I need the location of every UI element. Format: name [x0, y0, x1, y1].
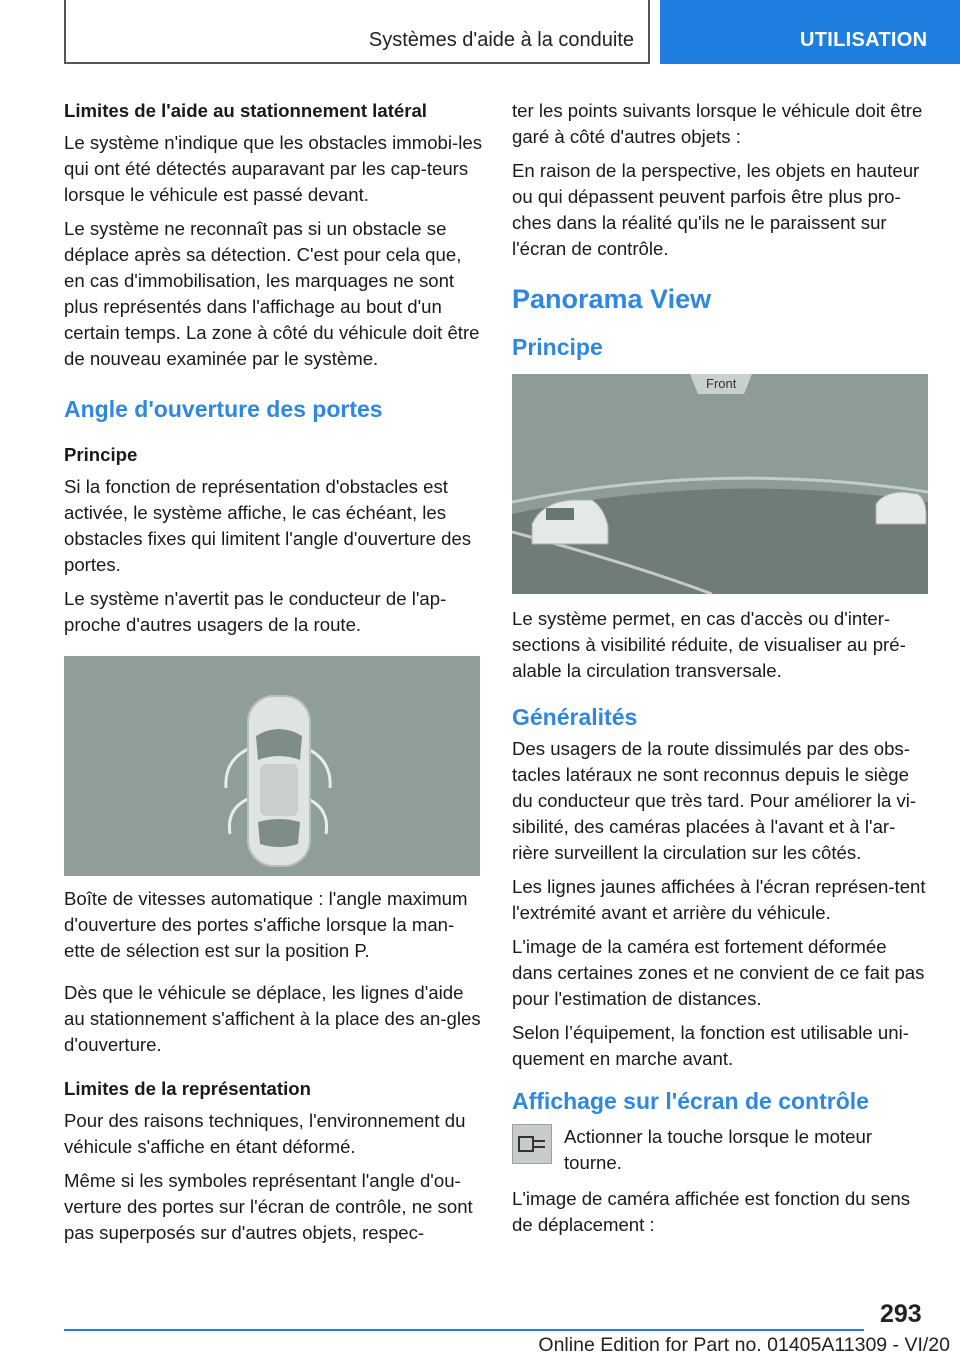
paragraph: Selon l’équipement, la fonction est utilisable uni-quement en marche avant. — [512, 1022, 909, 1069]
panorama-camera-image — [512, 374, 928, 594]
paragraph: En raison de la perspective, les objets en hauteur ou qui dépassent peuvent parfois être plus pro-ches dans la réalité qu'ils ne le paraissent sur l'écran de contrôle. — [512, 160, 920, 259]
paragraph: Le système n'avertit pas le conducteur de l'ap-proche d'autres usagers de la route. — [64, 588, 447, 635]
chapter-tab — [660, 0, 960, 64]
paragraph: L'image de la caméra est fortement déformée dans certaines zones et ne convient de ce fait pas pour l'estimation de distances. — [512, 936, 925, 1009]
paragraph: Le système ne reconnaît pas si un obstacle se déplace après sa détection. C'est pour cela que, en cas d'immobilisation, les marquages ne sont plus représentés dans l'affichage au bout d'un certain temps. La zone à côté du véhicule doit être de nouveau examinée par le système. — [64, 218, 480, 369]
paragraph: Le système n'indique que les obstacles immobi-les qui ont été détectés auparavant par les cap-teurs lorsque le véhicule est passé devant. — [64, 132, 482, 205]
subheading-principe: Principe — [64, 444, 138, 465]
left-column — [64, 98, 482, 1254]
panorama-figure — [512, 374, 928, 594]
paragraph: Des usagers de la route dissimulés par des obs-tacles latéraux ne sont reconnus depuis le siège du conducteur que très tard. Pour améliorer la vi-sibilité, des caméras placées à l'avant et à l'ar-rière surveillent la circulation sur les côtés. — [512, 738, 917, 863]
camera-button-icon — [512, 1124, 552, 1164]
paragraph: Le système permet, en cas d'accès ou d'inter-sections à visibilité réduite, de visualiser au pré-alable la circulation transversale. — [512, 608, 906, 681]
door-angle-figure — [64, 656, 480, 876]
paragraph: Les lignes jaunes affichées à l'écran représen-tent l'extrémité avant et arrière du véhicule. — [512, 876, 926, 923]
chapter-tab-label: UTILISATION — [800, 29, 928, 51]
section-title: Systèmes d'aide à la conduite — [368, 29, 634, 51]
paragraph: Boîte de vitesses automatique : l'angle maximum d'ouverture des portes s'affiche lorsque la man-ette de sélection est sur la position P. — [64, 888, 468, 961]
paragraph: ter les points suivants lorsque le véhicule doit être garé à côté d'autres objets : — [512, 100, 923, 147]
right-column — [512, 98, 932, 1246]
page-number: 293 — [880, 1300, 922, 1328]
paragraph: Même si les symboles représentant l'angle d'ou-verture des portes sur l'écran de contrôle, ne sont pas superposés sur d'autres objets, respec- — [64, 1170, 473, 1243]
paragraph: Pour des raisons techniques, l'environnement du véhicule s'affiche en étant déformé. — [64, 1110, 466, 1157]
heading-generalites: Généralités — [512, 704, 638, 730]
button-instruction — [512, 1124, 932, 1176]
front-label: Front — [706, 376, 737, 391]
paragraph: Dès que le véhicule se déplace, les lignes d'aide au stationnement s'affichent à la place des an-gles d'ouverture. — [64, 982, 481, 1055]
paragraph: Si la fonction de représentation d'obstacles est activée, le système affiche, le cas échéant, les obstacles fixes qui limitent l'angle d'ouverture des portes. — [64, 476, 472, 575]
heading-control-display: Affichage sur l'écran de contrôle — [512, 1088, 869, 1114]
heading-door-angle: Angle d'ouverture des portes — [64, 396, 383, 422]
heading-panorama-view: Panorama View — [512, 284, 712, 314]
section-title-lateral-limits: Limites de l'aide au stationnement latéral — [64, 100, 427, 121]
footer-edition: Online Edition for Part no. 01405A11309 - VI/20 — [538, 1334, 950, 1356]
subheading-display-limits: Limites de la représentation — [64, 1078, 311, 1099]
paragraph: Actionner la touche lorsque le moteur tourne. — [564, 1126, 873, 1173]
paragraph: L'image de caméra affichée est fonction du sens de déplacement : — [512, 1188, 911, 1235]
footer-divider — [64, 1329, 864, 1331]
heading-principe: Principe — [512, 334, 603, 360]
header-section-box — [64, 0, 650, 64]
